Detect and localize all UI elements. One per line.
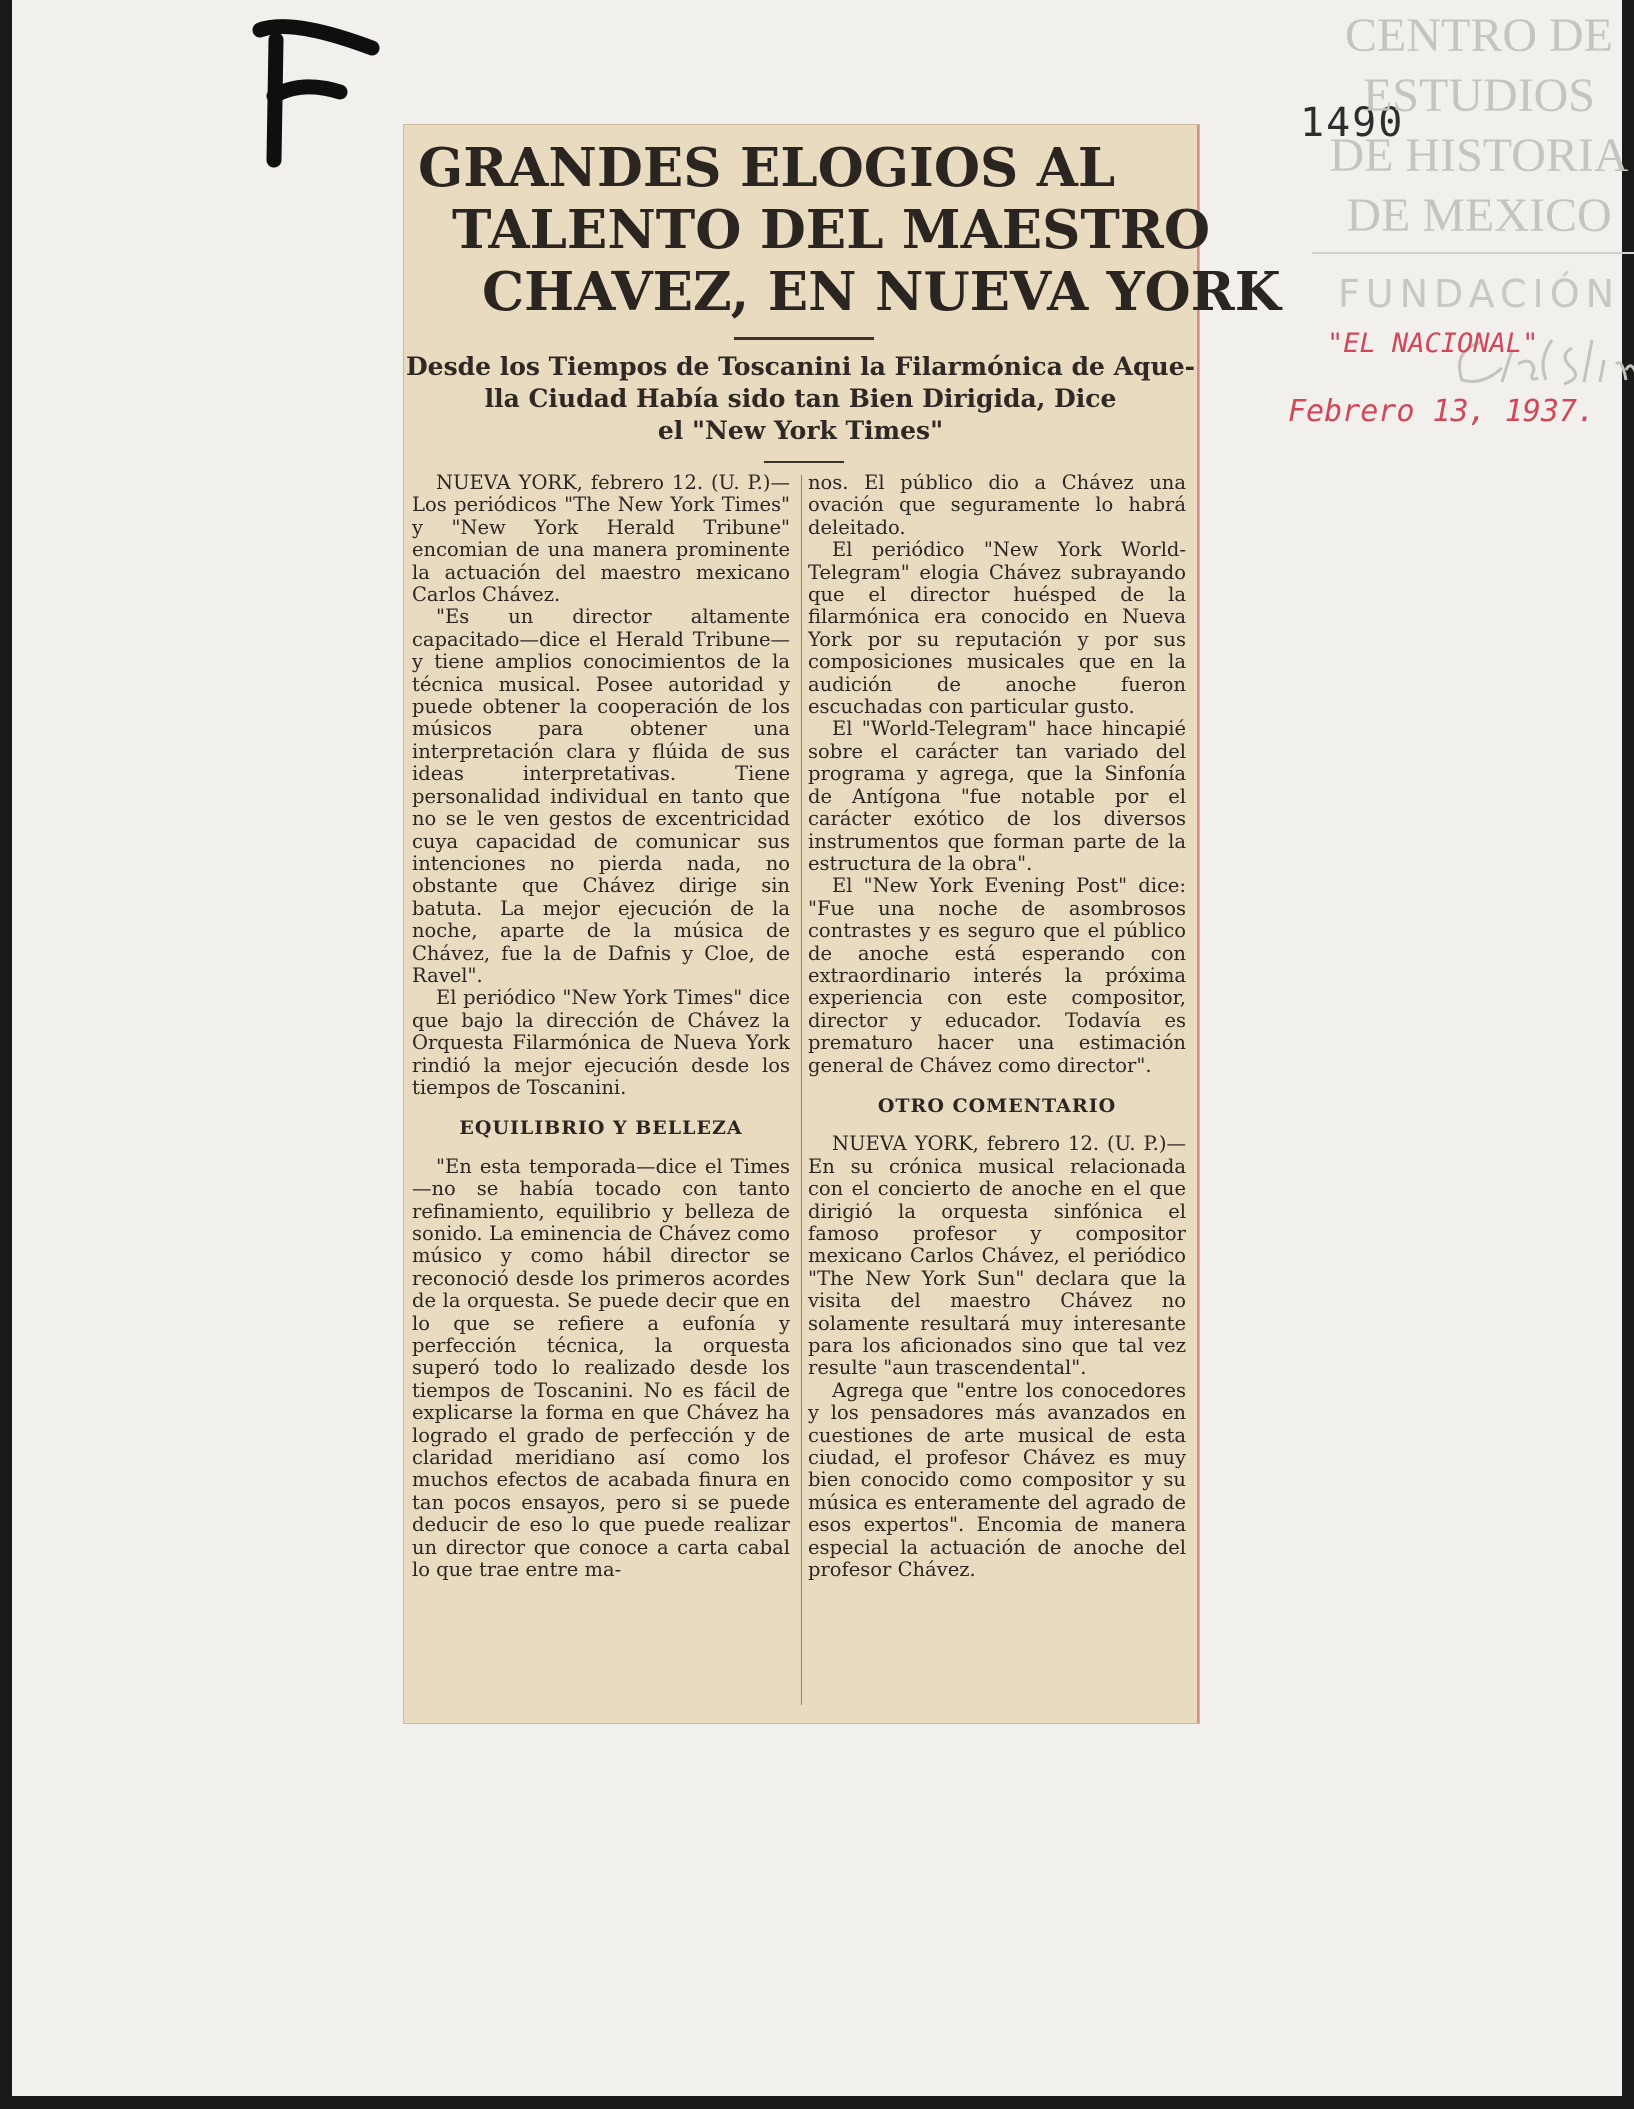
headline-line: GRANDES ELOGIOS AL xyxy=(418,137,1116,199)
subheadline-divider xyxy=(764,461,844,463)
watermark-line: DE MEXICO xyxy=(1346,189,1612,242)
article-column-left xyxy=(412,472,790,1582)
article-column-right xyxy=(808,472,1186,1582)
watermark-line: DE HISTORIA xyxy=(1329,129,1629,182)
subheadline-line: Desde los Tiempos de Toscanini la Filarmónica de Aque- xyxy=(405,352,1195,381)
headline-line: TALENTO DEL MAESTRO xyxy=(452,199,1211,261)
subheadline-line: el "New York Times" xyxy=(657,416,944,445)
watermark-divider xyxy=(1312,252,1634,254)
article-paragraph: NUEVA YORK, febrero 12. (U. P.)—En su crónica musical relacionada con el concierto de anoche en el que dirigió la orquesta sinfónica el famoso profesor y compositor mexicano Carlos Chávez, el periódico "The New York Sun" declara que la visita del maestro Chávez no solamente resultará muy interesante para los aficionados sino que tal vez resulte "aun trascendental". xyxy=(808,1132,1186,1380)
article-headline xyxy=(404,137,1281,323)
article-paragraph: nos. El público dio a Chávez una ovación que seguramente lo habrá deleitado. xyxy=(808,471,1186,539)
article-paragraph: NUEVA YORK, febrero 12. (U. P.)—Los periódicos "The New York Times" y "New York Herald Tribune" encomian de una manera prominente la actuación del maestro mexicano Carlos Chávez. xyxy=(412,471,790,607)
article-subheadline xyxy=(404,351,1197,447)
document-number: 1490 xyxy=(1300,100,1405,146)
article-paragraph: El periódico "New York World-Telegram" elogia Chávez subrayando que el director huésped de la filarmónica era conocido en Nueva York por su reputación y por sus composiciones musicales que en la audición de anoche fueron escuchadas con particular gusto. xyxy=(808,538,1186,719)
archive-sheet xyxy=(12,0,1629,2096)
watermark-line: ESTUDIOS xyxy=(1362,69,1595,122)
section-subheading: OTRO COMENTARIO xyxy=(877,1094,1117,1117)
watermark-foundation: FUNDACIÓN xyxy=(1337,272,1621,316)
article-paragraph: El "World-Telegram" hace hincapié sobre el carácter tan variado del programa y agrega, que la Sinfonía de Antígona "fue notable por el carácter exótico de los diversos instrumentos que forman parte de la estructura de la obra". xyxy=(808,717,1186,875)
headline-line: CHAVEZ, EN NUEVA YORK xyxy=(482,261,1281,323)
article-paragraph: "Es un director altamente capacitado—dice el Herald Tribune—y tiene amplios conocimientos de la técnica musical. Posee autoridad y puede obtener la cooperación de los músicos para obtener una interpretación clara y flúida de sus ideas interpretativas. Tiene personalidad individual en tanto que no se le ven gestos de excentricidad cuya capacidad de comunicar sus intenciones no pierda nada, no obstante que Chávez dirige sin batuta. La mejor ejecución de la noche, aparte de la música de Chávez, fue la de Dafnis y Cloe, de Ravel". xyxy=(412,605,790,987)
article-paragraph: Agrega que "entre los conocedores y los pensadores más avanzados en cuestiones de arte musical de esta ciudad, el profesor Chávez es muy bien conocido como compositor y su música es enteramente del agrado de esos expertos". Encomia de manera especial la actuación de anoche del profesor Chávez. xyxy=(808,1378,1186,1582)
corner-mark-f xyxy=(252,10,392,170)
subheadline-line: lla Ciudad Había sido tan Bien Dirigida, Dice xyxy=(484,384,1117,413)
archive-watermark xyxy=(1312,6,1634,324)
column-divider xyxy=(801,475,802,1705)
headline-divider xyxy=(734,337,874,340)
newspaper-clipping xyxy=(404,125,1281,1723)
section-subheading: EQUILIBRIO Y BELLEZA xyxy=(459,1117,743,1140)
watermark-line: CENTRO DE xyxy=(1345,9,1613,62)
article-paragraph: "En esta temporada—dice el Times—no se había tocado con tanto refinamiento, equilibrio y belleza de sonido. La eminencia de Chávez como músico y como hábil director se reconoció desde los primeros acordes de la orquesta. Se puede decir que en lo que se refiere a eufonía y perfección técnica, la orquesta superó todo lo realizado desde los tiempos de Toscanini. No es fácil de explicarse la forma en que Chávez ha logrado el grado de perfección y de claridad meridiano así como los muchos efectos de acabada finura en tan pocos ensayos, pero si se puede deducir de eso lo que puede realizar un director que conoce a carta cabal lo que trae entre ma- xyxy=(412,1154,790,1582)
article-paragraph: El "New York Evening Post" dice: "Fue una noche de asombrosos contrastes y es seguro que el público de anoche está esperando con extraordinario interés la próxima experiencia con este compositor, director y educador. Todavía es prematuro hacer una estimación general de Chávez como director". xyxy=(808,874,1186,1077)
publication-name: "EL NACIONAL" xyxy=(1327,328,1539,359)
article-paragraph: El periódico "New York Times" dice que bajo la dirección de Chávez la Orquesta Filarmónica de Nueva York rindió la mejor ejecución desde los tiempos de Toscanini. xyxy=(412,986,790,1099)
publication-date: Febrero 13, 1937. xyxy=(1288,394,1596,429)
